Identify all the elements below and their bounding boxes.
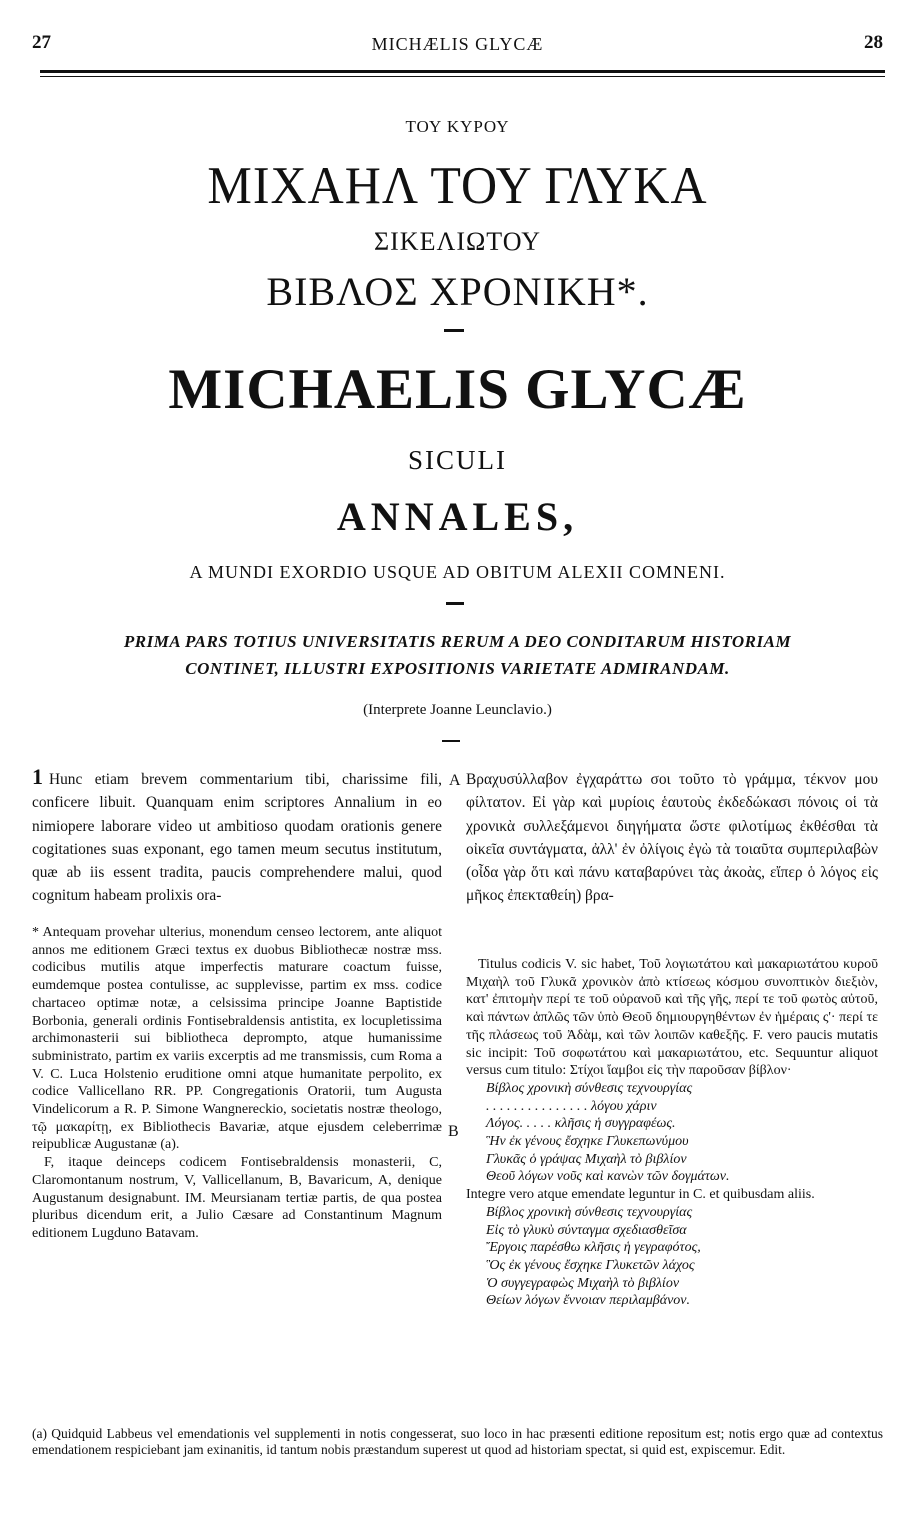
verse-line: Ἔργοις παρέσθω κλῆσις ἡ γεγραφότος, bbox=[486, 1240, 701, 1256]
left-footnote-paragraph-2: F, itaque deinceps codicem Fontisebraldensis monasterii, C, Claromontanum nostrum, V, Vallicellanum, B, Bavaricum, A, denique Augustanum designabunt. IM. Meursianam tertiæ partis, de qua postea pluribus dicendum erit, a Julio Cæsare ad Constantinum Magnum editionem Lugduno Batavam. bbox=[32, 1155, 442, 1241]
verse-line: Λόγος. . . . . κλῆσις ἡ συγγραφέως. bbox=[486, 1116, 676, 1132]
latin-title-line-3: ANNALES, bbox=[336, 494, 579, 539]
left-column-text bbox=[32, 765, 442, 908]
greek-title-line-1: ΤΟΥ ΚΥΡΟΥ bbox=[405, 117, 510, 136]
title-divider-3 bbox=[442, 740, 460, 742]
greek-title-line-4: ΒΙΒΛΟΣ ΧΡΟΝΙΚΗ*. bbox=[266, 269, 649, 314]
right-column-paragraph: Βραχυσύλλαβον ἐγχαράττω σοι τοῦτο τὸ γράμμα, τέκνον μου φίλτατον. Εἰ γὰρ καὶ μυρίοις ἑαυτοὺς ἐκδεδώκασι πόνοις οἱ τὰ χρονικὰ συλλεξάμενοι διηγήματα ὥστε φιλοτίμως ἐκθέσθαι τὰ οἰκεῖα συντάγματα, ἀλλ' ἐν ὀλίγοις ἐγὼ τὰ τοιαῦτα συμπεριλαβὼν (οἶδα γὰρ ὅτι καὶ πάνυ καταβαρύνει τὰς ἀκοὰς, εἴπερ ὁ λόγος εἰς μῆκος ἐπεκταθείη) βρα- bbox=[466, 771, 878, 905]
left-footnote bbox=[32, 924, 442, 1243]
latin-title-line-2: SICULI bbox=[408, 445, 507, 475]
greek-title-line-3: ΣΙΚΕΛΙΩΤΟΥ bbox=[374, 227, 541, 256]
verse-line: . . . . . . . . . . . . . . . λόγου χάριν bbox=[486, 1098, 657, 1114]
running-title: MICHÆLIS GLYCÆ bbox=[371, 34, 544, 54]
interpreter-note: (Interprete Joanne Leunclavio.) bbox=[363, 702, 552, 718]
verse-block-2 bbox=[466, 1204, 878, 1310]
greek-title-line-2: ΜΙΧΑΗΛ ΤΟΥ ΓΛΥΚΑ bbox=[207, 155, 708, 215]
verse-line: Βίβλος χρονικὴ σύνθεσις τεχνουργίας bbox=[486, 1080, 693, 1096]
verse-line: Θεοῦ λόγων νοῦς καὶ κανὼν τῶν δογμάτων. bbox=[486, 1169, 730, 1185]
verse-line: Ἣν ἐκ γένους ἔσχηκε Γλυκεπωνύμου bbox=[486, 1134, 689, 1150]
header-rule-thick bbox=[40, 70, 885, 73]
left-footnote-paragraph-1: * Antequam provehar ulterius, monendum censeo lectorem, ante aliquot annos me editionem Græci textus ex duobus Bibliothecæ nostræ mss. codicibus mutilis atque imperfectis maturare coactum fuisse, eumdemque postea contulisse, ac supplevisse, partim ex mss. codice chartaceo optimæ notæ, a celsissima principe Joanne Baptistide Borbonia, generali ordinis Fontisebraldensis antistita, ex locupletissima archimonasterii sui bibliotheca deprompto, atque humanissime subministrato, partim ex variis excerptis ad me transmissis, cum Roma a V. C. Luca Holstenio eruditione omni atque humanitate perpolito, ex codice Vallicellano RR. PP. Congregationis Oratorii, tum Augusta Vindelicorum a R. P. Simone Wangnereckio, societatis nostræ theologo, τῷ μακαρίτῃ, ex Bibliothecis Bavariæ, atque ejusdem celeberrimæ reipublicæ Augustanæ (a). bbox=[32, 925, 442, 1153]
latin-title-line-4: A MUNDI EXORDIO USQUE AD OBITUM ALEXII COMNENI. bbox=[189, 562, 726, 582]
verse-line: Ὃς ἐκ γένους ἔσχηκε Γλυκετῶν λάχος bbox=[486, 1257, 695, 1273]
title-divider-1 bbox=[444, 329, 464, 332]
page-number-left: 27 bbox=[32, 32, 51, 53]
header-rule-thin bbox=[40, 76, 885, 77]
verse-line: Ὁ συγγεγραφὼς Μιχαὴλ τὸ βιβλίον bbox=[486, 1275, 680, 1291]
left-column-paragraph: Hunc etiam brevem commentarium tibi, charissime fili, conficere libuit. Quanquam enim scriptores Annalium in eo nimiopere laborare video ut ambitioso quodam orationis genere cogitationes suas exponant, ego tamen meum secutus institutum, quæ ab iis essent tradita, paucis comprehendere malui, quod cognitum habeam prolixis ora- bbox=[32, 771, 442, 905]
right-footnote bbox=[466, 956, 878, 1310]
right-column-text bbox=[466, 768, 878, 908]
right-footnote-mid: Integre vero atque emendate leguntur in C. et quibusdam aliis. bbox=[466, 1187, 815, 1203]
subtitle-line-2: CONTINET, ILLUSTRI EXPOSITIONIS VARIETATE ADMIRANDAM. bbox=[185, 659, 730, 678]
page-number-right: 28 bbox=[864, 32, 883, 53]
latin-title-line-1: MICHAELIS GLYCÆ bbox=[168, 358, 747, 421]
right-footnote-intro: Titulus codicis V. sic habet, Τοῦ λογιωτάτου καὶ μακαριωτάτου κυροῦ Μιχαὴλ τοῦ Γλυκᾶ χρονικὸν ἀπὸ κτίσεως κόσμου συνοπτικὸν διεξιὸν, κατ' ἐπιτομὴν περί τε τοῦ οὐρανοῦ καὶ τῆς γῆς, περί τε τοῦ φωτὸς αὐτοῦ, καὶ πάντων ἁπλῶς τῶν ὑπὸ Θεοῦ δημιουργηθέντων ἐν ἡμέραις ς'· περί τε τῆς πλάσεως τοῦ Ἀδὰμ, καὶ τῶν λοιπῶν καθεξῆς. F. vero paucis mutatis sic incipit: Τοῦ σοφωτάτου καὶ μακαριωτάτου, etc. Sequuntur aliquot versus cum titulo: Στίχοι ἴαμβοι εἰς τὴν παροῦσαν βίβλον· bbox=[466, 957, 878, 1079]
margin-letter-a: A bbox=[449, 772, 461, 789]
verse-line: Βίβλος χρονικὴ σύνθεσις τεχνουργίας bbox=[486, 1204, 693, 1220]
section-number: 1 bbox=[32, 764, 43, 789]
verse-line: Γλυκᾶς ὁ γράψας Μιχαὴλ τὸ βιβλίον bbox=[486, 1151, 687, 1167]
subtitle-line-1: PRIMA PARS TOTIUS UNIVERSITATIS RERUM A DEO CONDITARUM HISTORIAM bbox=[123, 632, 792, 651]
verse-block-1 bbox=[466, 1080, 878, 1186]
title-divider-2 bbox=[446, 602, 464, 605]
verse-line: Θείων λόγων ἔννοιαν περιλαμβάνον. bbox=[486, 1293, 691, 1309]
margin-letter-b: B bbox=[448, 1123, 459, 1140]
bottom-footnote: (a) Quidquid Labbeus vel emendationis vel supplementi in notis congesserat, suo loco in hac præsenti editione repositum est; notis ergo quæ ad contextus emendationem respiciebant jam exinanitis, id tantum nobis præstandum superest ut quod ad historiam spectat, si quid est, expiscemur. Edit. bbox=[32, 1426, 883, 1457]
page-header bbox=[32, 32, 883, 56]
verse-line: Εἰς τὸ γλυκὺ σύνταγμα σχεδιασθεῖσα bbox=[486, 1222, 687, 1238]
